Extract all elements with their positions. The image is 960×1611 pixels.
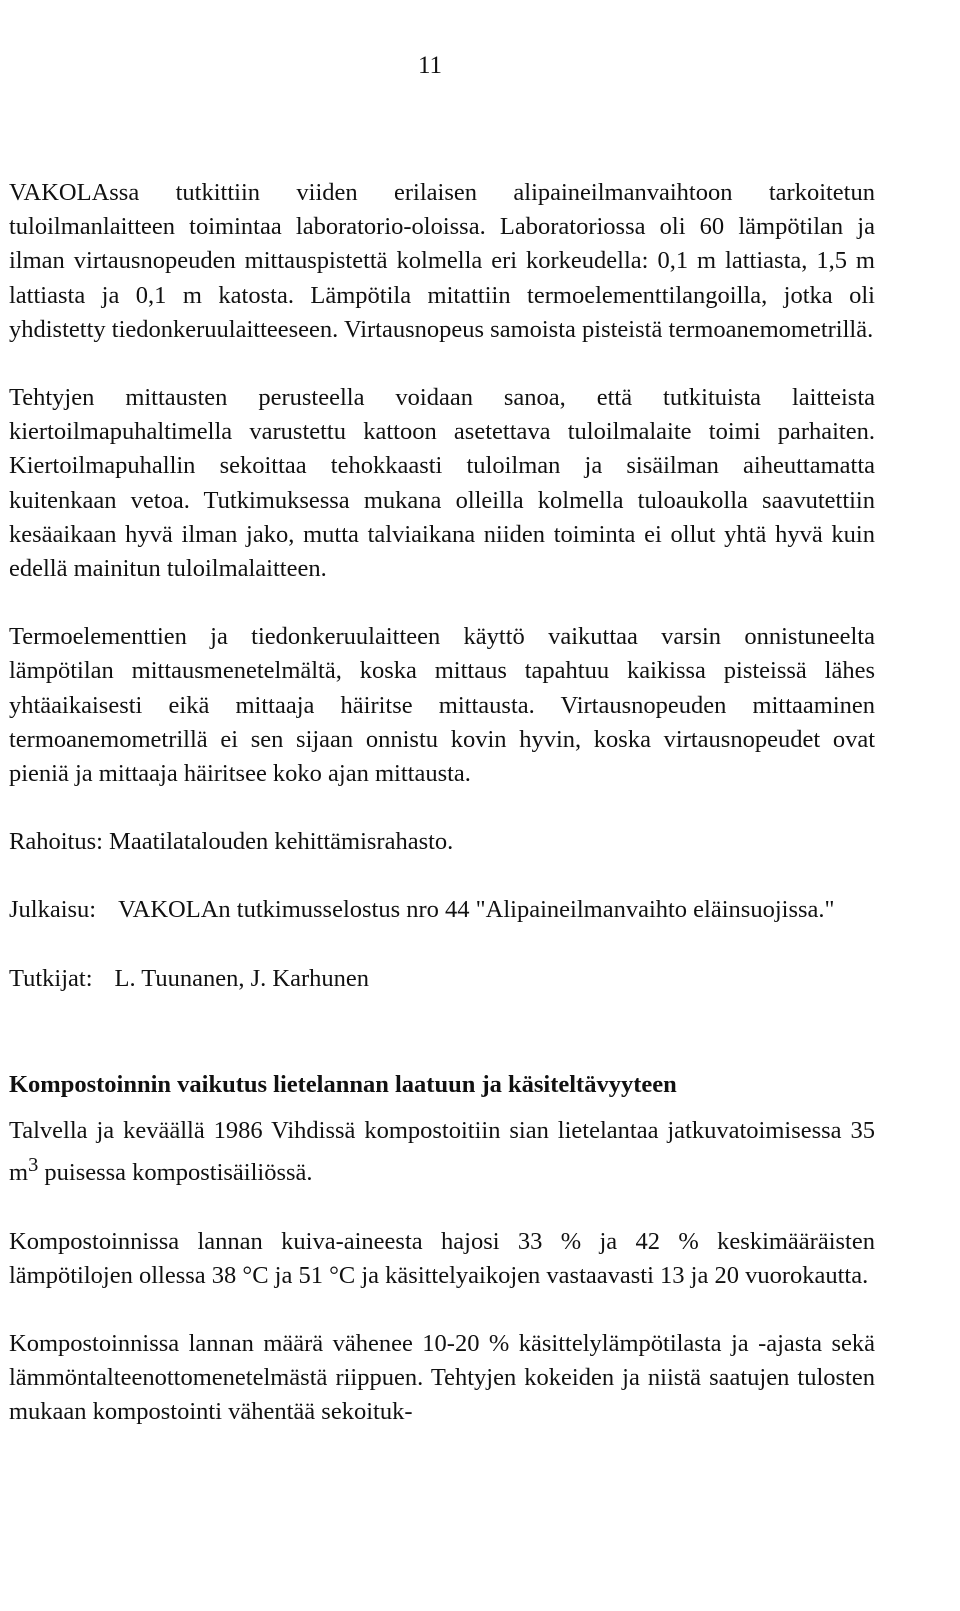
composting-setup-text-end: puisessa kompostisäiliössä. <box>38 1159 313 1187</box>
paragraph-composting-results: Kompostoinnissa lannan kuiva-aineesta hajosi 33 % ja 42 % keskimääräisten lämpötilojen ollessa 38 °C ja 51 °C ja käsittelyaikojen vastaavasti 13 ja 20 vuorokautta. <box>9 1227 875 1289</box>
paragraph-composting-setup <box>9 1114 875 1191</box>
cubic-superscript: 3 <box>28 1154 39 1177</box>
funding-value: Maatilatalouden kehittämisrahasto. <box>109 828 454 856</box>
publication-value: VAKOLAn tutkimusselostus nro 44 "Alipaineilmanvaihto eläinsuojissa." <box>118 896 835 924</box>
paragraph-methods-evaluation: Termoelementtien ja tiedonkeruulaitteen käyttö vaikuttaa varsin onnistuneelta lämpötilan mittausmenetelmältä, koska mittaus tapahtuu kaikissa pisteissä lähes yhtäaikaisesti eikä mittaaja häiritse mittausta. Virtausnopeuden mittaaminen termoanemometrillä ei sen sijaan onnistu kovin hyvin, koska virtausnopeudet ovat pieniä ja mittaaja häiritsee koko ajan mittausta. <box>9 623 875 788</box>
paragraph-results: Tehtyjen mittausten perusteella voidaan sanoa, että tutkituista laitteista kiertoilmapuhaltimella varustettu kattoon asetettava tuloilmalaite toimi parhaiten. Kiertoilmapuhallin sekoittaa tehokkaasti tuloilman ja sisäilman aiheuttamatta kuitenkaan vetoa. Tutkimuksessa mukana olleilla kolmella tuloaukolla saavutettiin kesäaikaan hyvä ilman jako, mutta talviaikana niiden toiminta ei ollut yhtä hyvä kuin edellä mainitun tuloilmalaitteen. <box>9 384 875 583</box>
researchers-label: Tutkijat: <box>9 964 93 992</box>
funding-label: Rahoitus: <box>9 828 103 856</box>
document-body <box>9 176 875 1430</box>
page-number: 11 <box>417 52 443 79</box>
paragraph-composting-reduction: Kompostoinnissa lannan määrä vähenee 10-20 % käsittelylämpötilasta ja -ajasta sekä lämmöntalteenottomenetelmästä riippuen. Tehtyjen kokeiden ja niistä saatujen tulosten mukaan kompostointi vähentää sekoituk- <box>9 1330 875 1426</box>
paragraph-intro: VAKOLAssa tutkittiin viiden erilaisen alipaineilmanvaihtoon tarkoitetun tuloilmanlaitteen toimintaa laboratorio-oloissa. Laboratoriossa oli 60 lämpötilan ja ilman virtausnopeuden mittauspistettä kolmella eri korkeudella: 0,1 m lattiasta, 1,5 m lattiasta ja 0,1 m katosta. Lämpötila mitattiin termoelementtilangoilla, jotka oli yhdistetty tiedonkeruulaitteeseen. Virtausnopeus samoista pisteistä termoanemometrillä. <box>9 179 875 343</box>
publication-label: Julkaisu: <box>9 896 97 924</box>
researchers-value: L. Tuunanen, J. Karhunen <box>114 964 370 992</box>
publication-line <box>9 893 875 927</box>
funding-line <box>9 825 875 859</box>
composting-setup-text: Talvella ja keväällä 1986 Vihdissä kompostoitiin sian lietelantaa jatkuvatoimisessa 35 m <box>9 1117 875 1187</box>
section-heading: Kompostoinnin vaikutus lietelannan laatuun ja käsiteltävyyteen <box>9 1070 677 1098</box>
researchers-line <box>9 962 875 996</box>
